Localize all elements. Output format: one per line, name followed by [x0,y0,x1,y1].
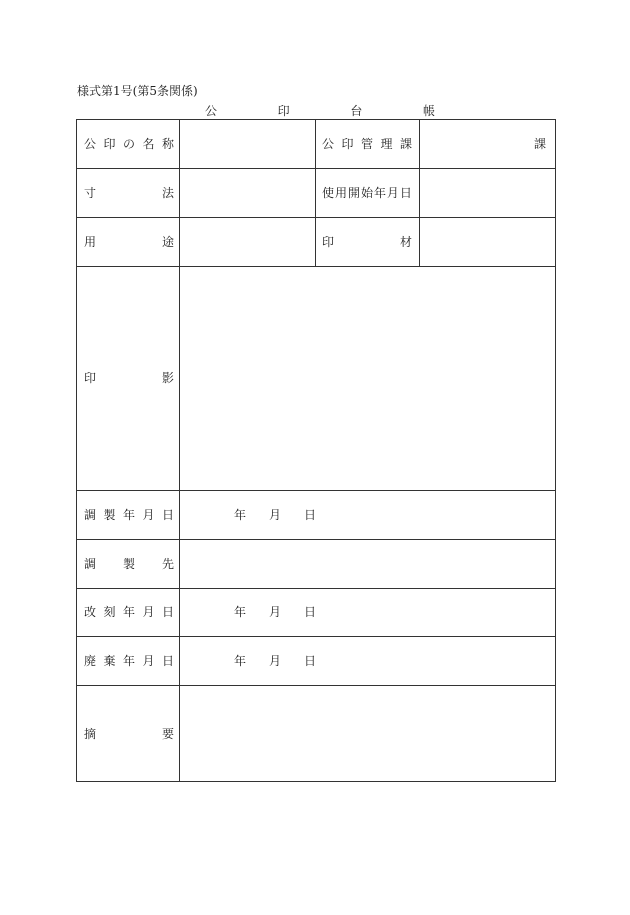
label-column-divider [179,119,180,782]
table-row-divider [76,266,556,267]
right-column-divider [419,119,420,267]
remarks-label: 摘 要 [84,727,174,741]
table-row-divider [76,490,556,491]
abolished-date-units: 年 月 日 [234,654,316,668]
table-row-divider [76,588,556,589]
managing-section-label: 公 印 管 理 課 [322,137,412,151]
material-label: 印 材 [322,235,412,249]
ledger-table-frame [76,119,556,782]
title-char: 印 [277,104,290,118]
made-date-units: 年 月 日 [234,508,316,522]
seal-name-label: 公 印 の 名 称 [84,137,174,151]
maker-label: 調 製 先 [84,557,174,571]
table-row-divider [76,217,556,218]
dimensions-label: 寸 法 [84,186,174,200]
section-suffix: 課 [534,137,547,151]
recarved-date-units: 年 月 日 [234,605,316,619]
form-number-label: 様式第1号(第5条関係) [77,84,198,98]
impression-label: 印 影 [84,371,174,385]
table-row-divider [76,539,556,540]
table-row-divider [76,685,556,686]
title-char: 公 [205,104,218,118]
title-char: 台 [350,104,363,118]
purpose-label: 用 途 [84,235,174,249]
page-title [205,102,435,119]
abolished-date-label: 廃 棄 年 月 日 [84,654,174,668]
title-char: 帳 [422,104,435,118]
made-date-label: 調 製 年 月 日 [84,508,174,522]
middle-column-divider [315,119,316,267]
table-row-divider [76,636,556,637]
start-date-label: 使 用 開 始 年 月 日 [322,186,412,200]
table-row-divider [76,168,556,169]
recarved-date-label: 改 刻 年 月 日 [84,605,174,619]
